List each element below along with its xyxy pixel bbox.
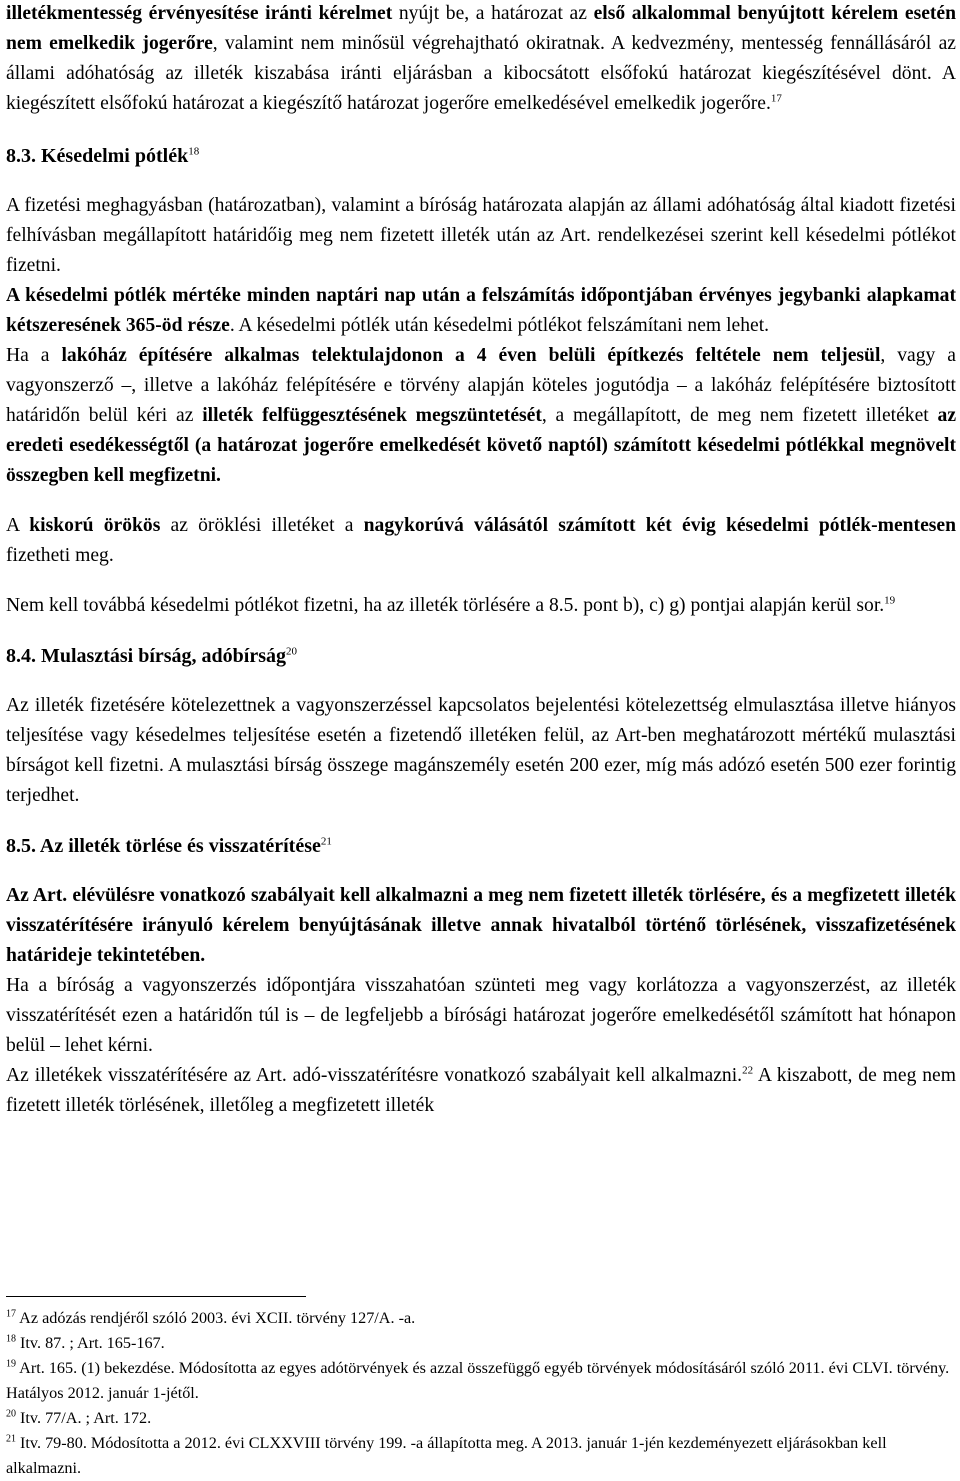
footnote-ref: 17 <box>770 92 782 105</box>
bold-text: illeték felfüggesztésének megszüntetését <box>202 405 542 426</box>
bold-text: Az Art. <box>6 885 73 906</box>
text: , a megállapított, de meg nem fizetett illetéket <box>541 405 938 426</box>
footnote-ref: 18 <box>188 145 200 158</box>
footnote-text: Itv. 87. ; Art. 165-167. <box>20 1334 165 1352</box>
heading-text: 8.4. Mulasztási bírság, adóbírság <box>6 645 287 667</box>
text: , vagy a vagyonszerző –, illetve a lakóház felépítésére e törvény alapján köteles jogutódja – a lakóház felépítésére biztosított határidőn belül kéri az <box>6 345 956 426</box>
footnote-ref: 21 <box>320 835 332 848</box>
footnote-text: Art. 165. (1) bekezdése. Módosította az egyes adótörvények és azzal összefüggő egyéb törvények módosításáról szóló 2011. évi CLVI. törvény. Hatályos 2012. január 1-jétől. <box>6 1359 950 1402</box>
footnote <box>6 1431 956 1481</box>
footnote <box>6 1356 956 1406</box>
bold-text: elévülésre vonatkozó szabályait kell alkalmazni a meg nem fizetett illeték törlésére, és a megfizetett illeték visszatérítésére irányuló kérelem benyújtásának illetve annak hivatalból történő törlésének, visszafizetésének határideje tekintetében. <box>6 885 956 966</box>
footnote <box>6 1331 956 1356</box>
text: nyújt be, a határozat az <box>392 3 594 24</box>
paragraph <box>6 281 956 341</box>
footnote-number: 19 <box>6 1358 16 1370</box>
paragraph: Ha a bíróság a vagyonszerzés időpontjára visszahatóan szünteti meg vagy korlátozza a vagyonszerzést, az illeték visszatérítését ezen a határidőn túl is – de legfeljebb a bírósági határozat jogerőre emelkedésétől számított hat hónapon belül – lehet kérni. <box>6 975 956 1056</box>
footnote-ref: 22 <box>742 1064 754 1077</box>
footnotes <box>6 1306 956 1481</box>
footnote-text: Itv. 79-80. Módosította a 2012. évi CLXXVIII törvény 199. -a állapította meg. A 2013. január 1-jén kezdeményezett eljárásokban kell alkalmazni. <box>6 1434 887 1477</box>
bold-text: lakóház építésére alkalmas telektulajdonon a 4 éven belüli építkezés feltétele nem teljesül <box>61 345 881 366</box>
text: az öröklési illetéket a <box>160 515 364 536</box>
footnote-ref: 20 <box>286 645 298 658</box>
paragraph-continuation <box>6 0 956 119</box>
section-heading-8-3 <box>6 141 956 171</box>
text: . A késedelmi pótlék után késedelmi pótlékot felszámítani nem lehet. <box>229 315 770 336</box>
text: A <box>6 515 30 536</box>
footnote-number: 18 <box>6 1333 16 1345</box>
footnote-number: 21 <box>6 1433 16 1445</box>
paragraph <box>6 881 956 971</box>
text: Ha a <box>6 345 62 366</box>
document-page <box>6 0 956 1121</box>
footnote-number: 17 <box>6 1308 16 1320</box>
bold-text: nagykorúvá válásától számított két évig késedelmi pótlék-mentesen <box>363 515 956 536</box>
bold-text: illetékmentesség érvényesítése iránti kérelmet <box>6 3 393 24</box>
paragraph <box>6 511 956 571</box>
paragraph <box>6 1061 956 1121</box>
footnote-separator <box>6 1296 306 1297</box>
section-heading-8-5 <box>6 831 956 861</box>
paragraph <box>6 591 956 621</box>
bold-text: első alkalommal benyújtott kérelem esetén nem emelkedik jogerőre <box>6 3 957 54</box>
bold-text: az eredeti esedékességtől (a határozat jogerőre emelkedését követő naptól) számított késedelmi pótlékkal megnövelt összegben kell megfizetni. <box>6 405 957 486</box>
footnote-number: 20 <box>6 1408 16 1420</box>
text: , valamint nem minősül végrehajtható okiratnak. A kedvezmény, mentesség fennállásáról az állami adóhatóság az illeték kiszabása iránti eljárásban a kibocsátott elsőfokú határozat kiegészítésével dönt. A kiegészített elsőfokú határozat a kiegészítő határozat jogerőre emelkedésével emelkedik jogerőre. <box>6 33 956 114</box>
text: fizetheti meg. <box>6 545 114 566</box>
paragraph: A fizetési meghagyásban (határozatban), valamint a bíróság határozata alapján az állami adóhatóság által kiadott fizetési felhívásban megállapított határidőig meg nem fizetett illeték után az Art. rendelkezései szerint kell késedelmi pótlékot fizetni. <box>6 195 956 276</box>
footnote-ref: 19 <box>884 594 896 607</box>
section-heading-8-4 <box>6 641 956 671</box>
text: Nem kell továbbá késedelmi pótlékot fizetni, ha az illeték törlésére a 8.5. pont b), c) g) pontjai alapján kerül sor. <box>6 595 885 616</box>
paragraph: Az illeték fizetésére kötelezettnek a vagyonszerzéssel kapcsolatos bejelentési kötelezettség elmulasztása illetve hiányos teljesítése vagy késedelmes teljesítése esetén a fizetendő illetéken felül, az Art-ben meghatározott mértékű mulasztási bírságot kell fizetni. A mulasztási bírság összege magánszemély esetén 200 ezer, míg más adózó esetén 500 ezer forintig terjedhet. <box>6 695 956 806</box>
heading-text: 8.3. Késedelmi pótlék <box>6 145 189 167</box>
footnote-text: Az adózás rendjéről szóló 2003. évi XCII. törvény 127/A. -a. <box>19 1309 416 1327</box>
bold-text: A késedelmi pótlék mértéke minden naptári nap után a felszámítás időpontjában érvényes jegybanki alapkamat kétszeresének 365-öd része <box>6 285 956 336</box>
footnote <box>6 1406 956 1431</box>
footnote <box>6 1306 956 1331</box>
text: A kiszabott, de meg nem fizetett illeték törlésének, illetőleg a megfizetett illeték <box>6 1065 956 1116</box>
paragraph <box>6 341 956 491</box>
bold-text: kiskorú örökös <box>29 515 161 536</box>
footnote-text: Itv. 77/A. ; Art. 172. <box>20 1409 152 1427</box>
text: Az illetékek visszatérítésére az Art. adó-visszatérítésre vonatkozó szabályait kell alkalmazni. <box>6 1065 743 1086</box>
heading-text: 8.5. Az illeték törlése és visszatérítése <box>6 835 321 857</box>
